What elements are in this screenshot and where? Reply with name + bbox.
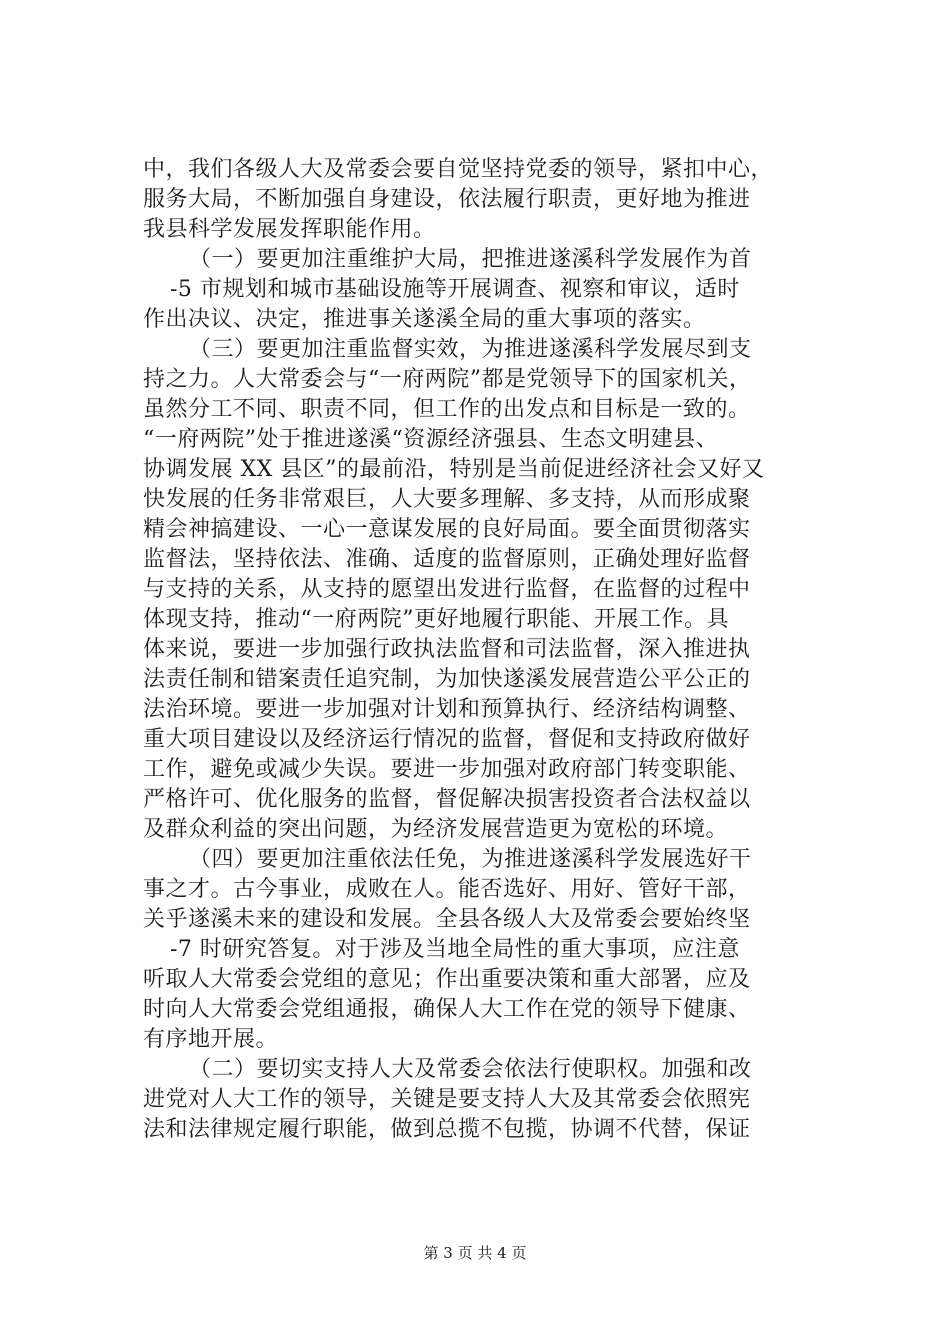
text-line: 听取人大常委会党组的意见；作出重要决策和重大部署，应及 xyxy=(143,967,751,992)
text-line: 持之力。人大常委会与“一府两院”都是党领导下的国家机关， xyxy=(143,367,752,392)
text-line: 体现支持，推动“一府两院”更好地履行职能、开展工作。具 xyxy=(143,607,729,632)
text-line: 有序地开展。 xyxy=(143,1027,279,1052)
text-line: 关乎遂溪未来的建设和发展。全县各级人大及常委会要始终坚 xyxy=(143,907,751,932)
text-line: （二）要切实支持人大及常委会依法行使职权。加强和改 xyxy=(189,1057,752,1082)
text-line: 中，我们各级人大及常委会要自觉坚持党委的领导，紧扣中心， xyxy=(143,157,774,182)
text-line: 服务大局，不断加强自身建设，依法履行职责，更好地为推进 xyxy=(143,187,751,212)
text-line: （一）要更加注重维护大局，把推进遂溪科学发展作为首 xyxy=(189,247,752,272)
text-line: “一府两院”处于推进遂溪“资源经济强县、生态文明建县、 xyxy=(143,427,719,452)
text-line: 工作，避免或减少失误。要进一步加强对政府部门转变职能、 xyxy=(143,757,751,782)
text-line: 严格许可、优化服务的监督，督促解决损害投资者合法权益以 xyxy=(143,787,751,812)
text-line: 法治环境。要进一步加强对计划和预算执行、经济结构调整、 xyxy=(143,697,751,722)
text-line: 与支持的关系，从支持的愿望出发进行监督，在监督的过程中 xyxy=(143,577,751,602)
text-line: 事之才。古今事业，成败在人。能否选好、用好、管好干部， xyxy=(143,877,751,902)
text-line: （四）要更加注重依法任免，为推进遂溪科学发展选好干 xyxy=(189,847,752,872)
text-line: 监督法，坚持依法、准确、适度的监督原则，正确处理好监督 xyxy=(143,547,751,572)
text-line: 及群众利益的突出问题，为经济发展营造更为宽松的环境。 xyxy=(143,817,729,842)
text-line: 虽然分工不同、职责不同，但工作的出发点和目标是一致的。 xyxy=(143,397,751,422)
text-line: 快发展的任务非常艰巨，人大要多理解、多支持，从而形成聚 xyxy=(143,487,751,512)
text-line: -7 时研究答复。对于涉及当地全局性的重大事项，应注意 xyxy=(170,937,740,962)
text-line: 体来说，要进一步加强行政执法监督和司法监督，深入推进执 xyxy=(143,637,751,662)
text-line: 进党对人大工作的领导，关键是要支持人大及其常委会依照宪 xyxy=(143,1087,751,1112)
text-line: 重大项目建设以及经济运行情况的监督，督促和支持政府做好 xyxy=(143,727,751,752)
text-line: （三）要更加注重监督实效，为推进遂溪科学发展尽到支 xyxy=(189,337,752,362)
text-line: 作出决议、决定，推进事关遂溪全局的重大事项的落实。 xyxy=(143,307,706,332)
text-line: 时向人大常委会党组通报，确保人大工作在党的领导下健康、 xyxy=(143,997,751,1022)
text-line: 协调发展 XX 县区”的最前沿，特别是当前促进经济社会又好又 xyxy=(143,457,765,482)
text-line: 法责任制和错案责任追究制，为加快遂溪发展营造公平公正的 xyxy=(143,667,751,692)
text-line: 精会神搞建设、一心一意谋发展的良好局面。要全面贯彻落实 xyxy=(143,517,751,542)
text-line: -5 市规划和城市基础设施等开展调查、视察和审议，适时 xyxy=(170,277,740,302)
text-line: 法和法律规定履行职能，做到总揽不包揽，协调不代替，保证 xyxy=(143,1117,751,1142)
text-line: 我县科学发展发挥职能作用。 xyxy=(143,217,436,242)
page-number-footer: 第 3 页 共 4 页 xyxy=(423,1244,527,1262)
